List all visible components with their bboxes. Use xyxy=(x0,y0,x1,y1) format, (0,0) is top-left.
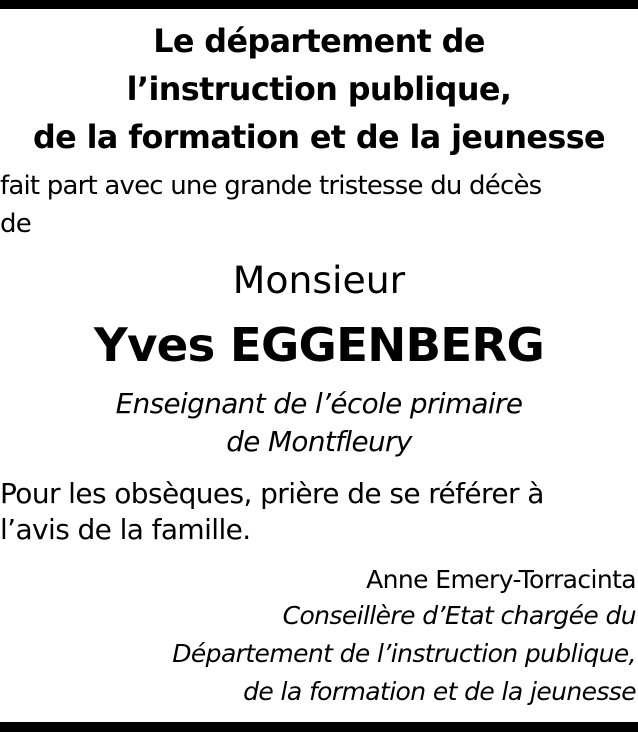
deceased-role-line-1: Enseignant de l’école primaire xyxy=(115,387,523,420)
header-line-3: de la formation et de la jeunesse xyxy=(33,119,605,156)
intro-line-2: de xyxy=(0,209,31,239)
header-line-1: Le département de xyxy=(153,23,485,60)
top-border xyxy=(0,0,638,9)
header-line-2: l’instruction publique, xyxy=(126,71,512,108)
deceased-title: Monsieur xyxy=(232,258,406,302)
deceased-name: Yves EGGENBERG xyxy=(93,319,545,373)
funeral-line-1: Pour les obsèques, prière de se référer à xyxy=(0,477,544,510)
funeral-line-2: l’avis de la famille. xyxy=(0,513,251,546)
signatory-title-line-1: Conseillère d’Etat chargée du xyxy=(282,601,636,630)
signatory-title-line-3: de la formation et de la jeunesse xyxy=(243,677,636,706)
signatory-title-line-2: Département de l’instruction publique, xyxy=(172,639,636,668)
bottom-border xyxy=(0,722,638,732)
intro-line-1: fait part avec une grande tristesse du décès xyxy=(0,171,542,201)
deceased-role-line-2: de Montfleury xyxy=(226,425,412,458)
signatory-name: Anne Emery-Torracinta xyxy=(366,565,636,594)
